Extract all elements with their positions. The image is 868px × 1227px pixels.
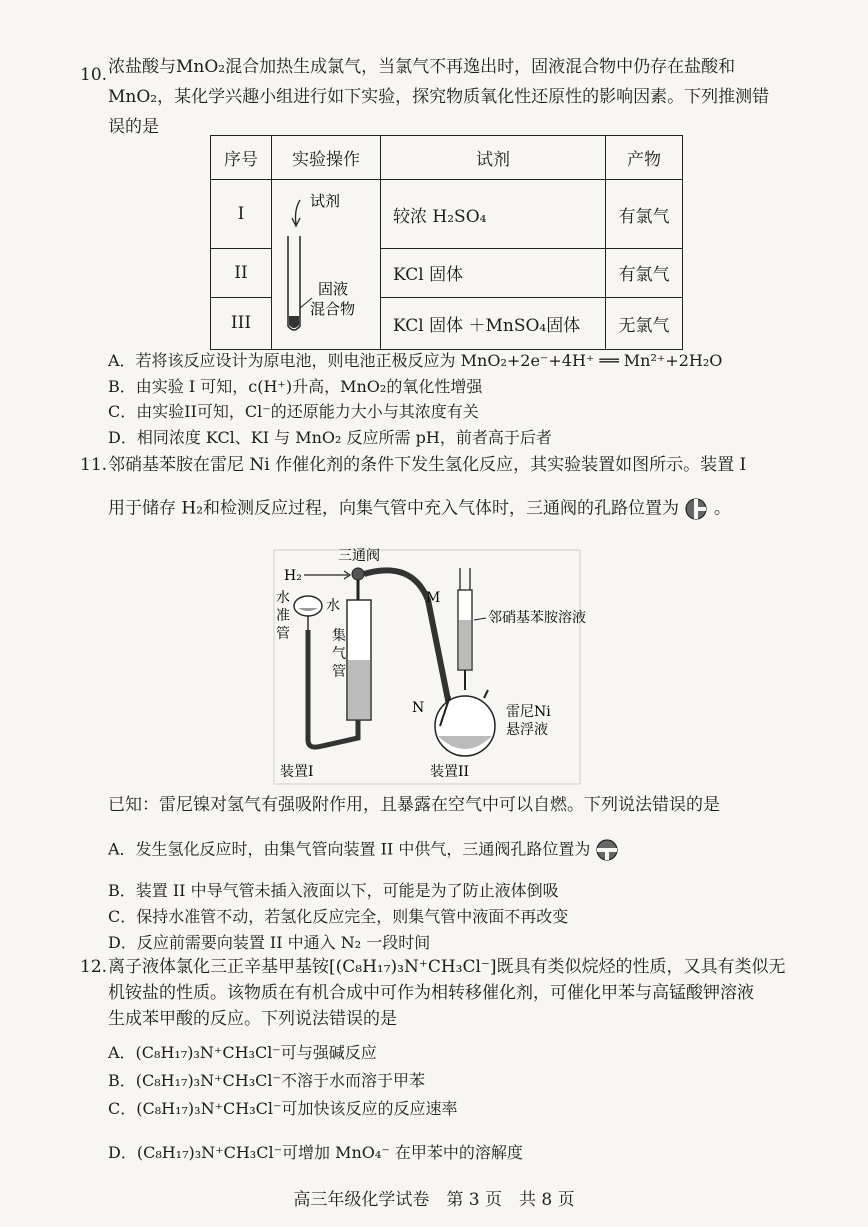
q11-known: 已知：雷尼镍对氢气有强吸附作用，且暴露在空气中可以自燃。下列说法错误的是	[108, 795, 720, 815]
q10-option-a: A．若将该反应设计为原电池，则电池正极反应为 MnO₂+2e⁻+4H⁺ ══ Mn²⁺+2H₂O	[108, 351, 723, 370]
q12-stem-line-3: 生成苯甲酸的反应。下列说法错误的是	[108, 1009, 397, 1029]
q11-number: 11.	[80, 455, 108, 475]
table-row-3-reagent: KCl 固体 ＋MnSO₄固体	[381, 297, 606, 349]
label-n: N	[412, 700, 425, 716]
tube-label-mixture-1: 固液	[318, 280, 349, 298]
q10-option-c: C．由实验II可知，Cl⁻的还原能力大小与其浓度有关	[108, 402, 479, 421]
label-gas-tube-3: 管	[332, 664, 346, 680]
apparatus-diagram	[262, 540, 592, 790]
q12-option-c: C．(C₈H₁₇)₃N⁺CH₃Cl⁻可加快该反应的反应速率	[108, 1099, 458, 1118]
label-h2: H₂	[284, 568, 302, 584]
label-water-tube-1: 水	[276, 590, 290, 606]
q12-option-d: D．(C₈H₁₇)₃N⁺CH₃Cl⁻可增加 MnO₄⁻ 在甲苯中的溶解度	[108, 1143, 523, 1162]
q11-stem-line-2	[108, 497, 731, 521]
label-gas-tube-2: 气	[332, 646, 346, 662]
label-gas-tube-1: 集	[332, 628, 346, 644]
table-header-product: 产物	[606, 136, 683, 180]
label-water: 水	[326, 598, 340, 614]
q10-stem-line-2: MnO₂，某化学兴趣小组进行如下实验，探究物质氧化性还原性的影响因素。下列推测错	[108, 87, 770, 107]
label-three-way-valve: 三通阀	[338, 548, 380, 564]
table-row-1-product: 有氯气	[606, 180, 683, 249]
test-tube-diagram	[272, 180, 380, 344]
q12-number: 12.	[80, 957, 108, 977]
table-header-no: 序号	[211, 136, 272, 180]
valve-supply-icon	[595, 838, 619, 862]
tube-label-reagent: 试剂	[310, 192, 341, 210]
table-operation-diagram	[272, 180, 381, 350]
label-nitroaniline-solution: 邻硝基苯胺溶液	[488, 610, 586, 626]
table-row-3-product: 无氯气	[606, 297, 683, 349]
q10-table	[210, 135, 683, 350]
q11-stem-line-2-text: 用于储存 H₂和检测反应过程，向集气管中充入气体时，三通阀的孔路位置为	[108, 498, 680, 519]
q11-option-a-text: A．发生氢化反应时，由集气管向装置 II 中供气，三通阀孔路位置为	[108, 839, 591, 859]
q11-stem-line-2-end: 。	[713, 498, 731, 519]
q12-option-b: B．(C₈H₁₇)₃N⁺CH₃Cl⁻不溶于水而溶于甲苯	[108, 1071, 425, 1090]
q10-stem-line-1: 浓盐酸与MnO₂混合加热生成氯气，当氯气不再逸出时，固液混合物中仍存在盐酸和	[108, 57, 736, 77]
label-m: M	[426, 590, 441, 606]
q10-stem-line-3: 误的是	[108, 117, 159, 137]
label-device-2: 装置II	[430, 764, 470, 780]
table-row-3-no: III	[211, 297, 272, 349]
q12-stem-line-2: 机铵盐的性质。该物质在有机合成中可作为相转移催化剂，可催化甲苯与高锰酸钾溶液	[108, 983, 754, 1003]
table-row-2-product: 有氯气	[606, 249, 683, 297]
q11-option-b: B．装置 II 中导气管未插入液面以下，可能是为了防止液体倒吸	[108, 881, 559, 900]
table-row-1-no: I	[211, 180, 272, 249]
q11-option-c: C．保持水准管不动，若氢化反应完全，则集气管中液面不再改变	[108, 907, 569, 926]
q11-option-d: D．反应前需要向装置 II 中通入 N₂ 一段时间	[108, 933, 431, 952]
label-raney-ni: 雷尼Ni	[506, 704, 551, 720]
valve-filling-icon	[684, 497, 708, 521]
label-water-tube-2: 准	[276, 608, 290, 624]
table-header-reagent: 试剂	[381, 136, 606, 180]
table-row-2-reagent: KCl 固体	[381, 249, 606, 297]
q11-option-a	[108, 838, 619, 862]
label-device-1: 装置I	[280, 764, 314, 780]
q10-number: 10.	[80, 65, 108, 85]
label-suspension: 悬浮液	[506, 722, 548, 738]
q12-option-a: A．(C₈H₁₇)₃N⁺CH₃Cl⁻可与强碱反应	[108, 1043, 377, 1062]
table-row-1-reagent: 较浓 H₂SO₄	[381, 180, 606, 249]
q11-stem-line-1: 邻硝基苯胺在雷尼 Ni 作催化剂的条件下发生氢化反应，其实验装置如图所示。装置 I	[108, 455, 747, 475]
table-header-operation: 实验操作	[272, 136, 381, 180]
q10-option-d: D．相同浓度 KCl、KI 与 MnO₂ 反应所需 pH，前者高于后者	[108, 428, 552, 447]
page-footer: 高三年级化学试卷 第 3 页 共 8 页	[293, 1190, 575, 1210]
q12-stem-line-1: 离子液体氯化三正辛基甲基铵[(C₈H₁₇)₃N⁺CH₃Cl⁻]既具有类似烷烃的性质，又具有类似无	[108, 957, 786, 977]
label-water-tube-3: 管	[276, 626, 290, 642]
table-row-2-no: II	[211, 249, 272, 297]
q10-option-b: B．由实验 I 可知，c(H⁺)升高，MnO₂的氧化性增强	[108, 377, 483, 396]
tube-label-mixture-2: 混合物	[310, 300, 356, 318]
